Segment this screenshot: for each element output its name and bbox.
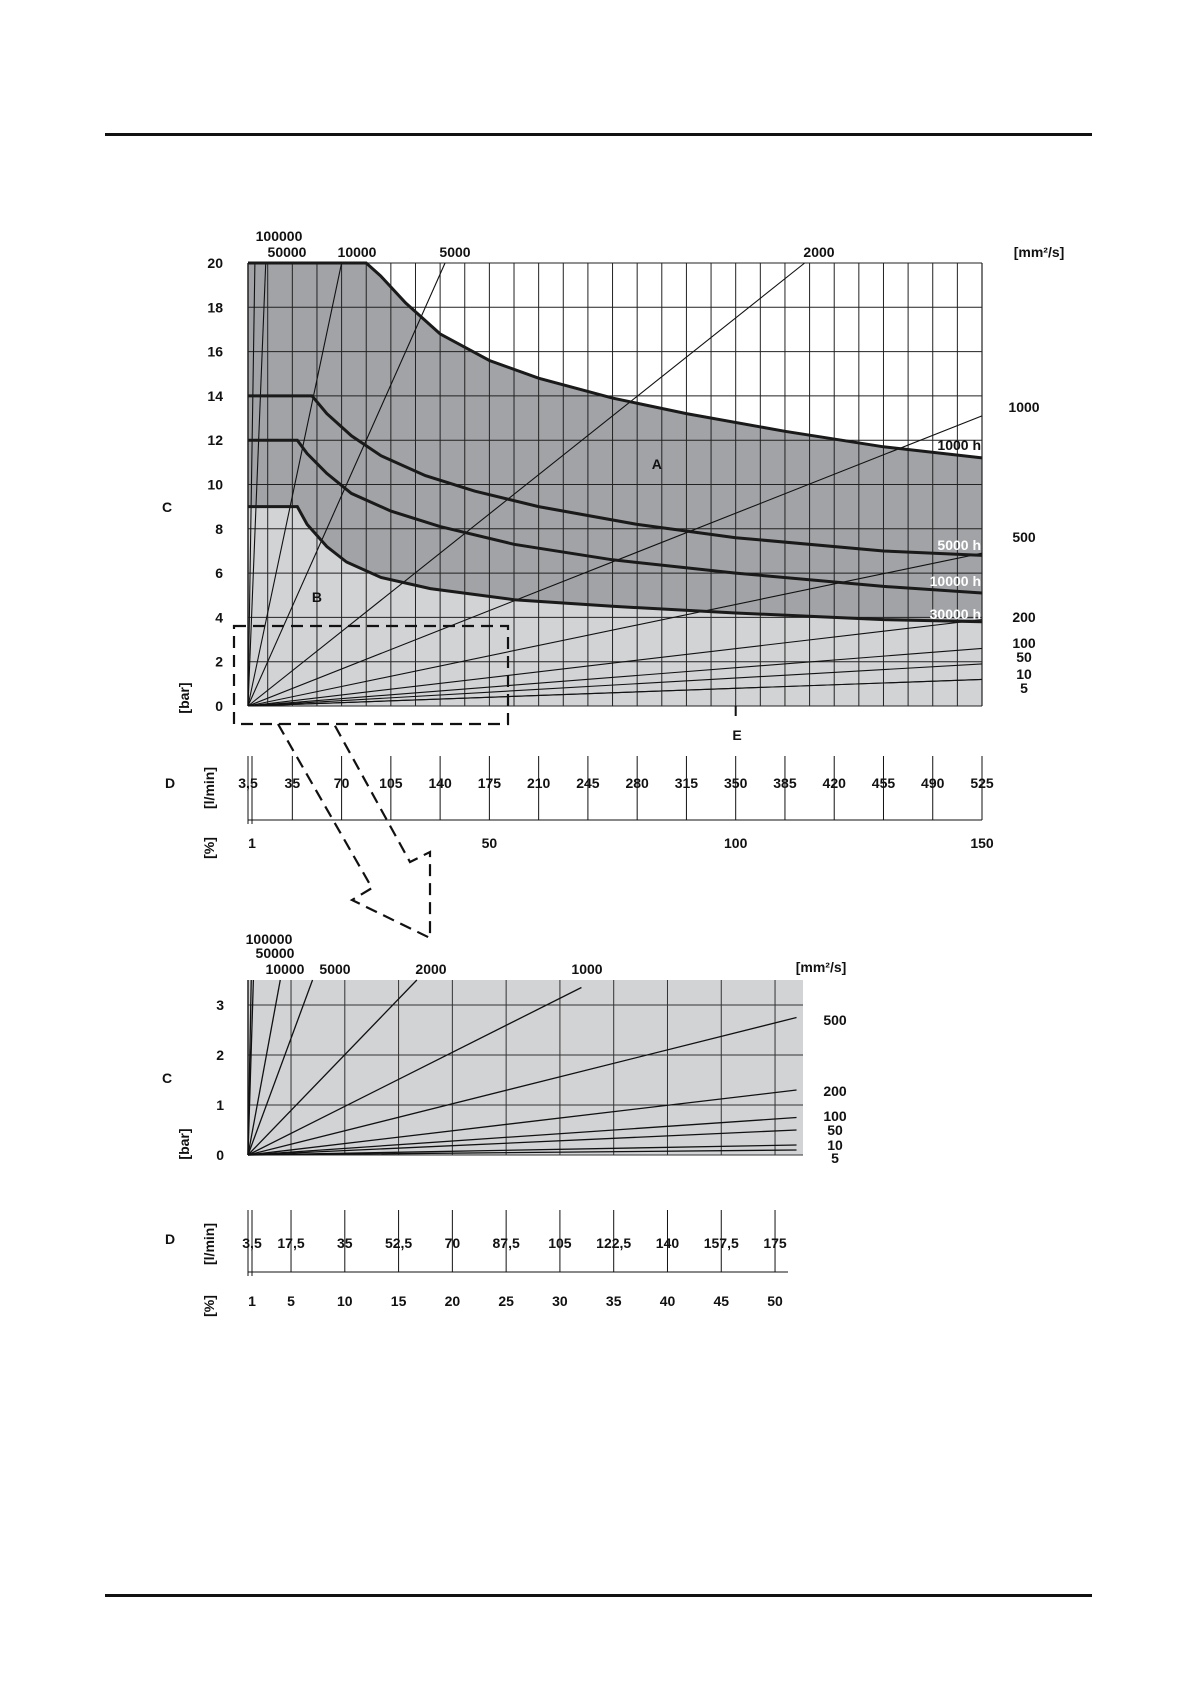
percent-tick-label: 10: [337, 1293, 353, 1309]
viscosity-label-100: 100: [1012, 635, 1036, 651]
viscosity-label-1000: 1000: [1008, 399, 1040, 415]
flow-tick-label: 17,5: [277, 1235, 305, 1251]
flow-unit: [l/min]: [201, 767, 217, 809]
percent-tick-label: 40: [659, 1293, 676, 1309]
detail-chart: [162, 931, 847, 1317]
flow-tick-label: 385: [773, 775, 797, 791]
viscosity-label-50000: 50000: [255, 945, 295, 961]
y-tick-label: 14: [207, 387, 223, 404]
x-axis-letter: E: [732, 727, 742, 743]
percent-tick-label: 25: [498, 1293, 514, 1309]
y-tick-label: 16: [207, 343, 223, 360]
y-tick-label: 18: [207, 299, 223, 316]
viscosity-label-5000: 5000: [439, 244, 471, 260]
percent-tick-label: 100: [724, 835, 748, 851]
y-tick-label: 20: [207, 255, 223, 271]
viscosity-label-100: 100: [823, 1108, 847, 1124]
y-tick-label: 2: [215, 653, 223, 670]
y-axis-unit: [bar]: [176, 682, 192, 714]
y-tick-label: 12: [207, 432, 223, 449]
viscosity-label-100000: 100000: [245, 931, 293, 947]
viscosity-label-2000: 2000: [415, 961, 447, 977]
viscosity-label-50000: 50000: [267, 244, 307, 260]
zoom-arrow: [278, 724, 430, 938]
flow-tick-label: 245: [576, 775, 600, 791]
viscosity-label-1000: 1000: [571, 961, 603, 977]
region-label-B: B: [311, 588, 323, 605]
flow-tick-label: 420: [822, 775, 846, 791]
y-axis-letter: C: [161, 499, 173, 515]
main-chart: [162, 228, 1064, 859]
percent-tick-label: 20: [444, 1293, 461, 1309]
viscosity-label-500: 500: [823, 1012, 847, 1028]
viscosity-unit: [mm²/s]: [1013, 244, 1065, 260]
percent-tick-label: 35: [605, 1293, 622, 1309]
y-tick-label: 6: [215, 565, 223, 582]
flow-tick-label: 175: [477, 775, 502, 791]
percent-tick-label: 1: [248, 1293, 256, 1309]
viscosity-label-50: 50: [827, 1122, 843, 1138]
flow-tick-label: 105: [379, 775, 403, 791]
viscosity-label-10000: 10000: [337, 244, 377, 260]
viscosity-label-2000: 2000: [803, 244, 835, 260]
flow-letter: D: [164, 1231, 176, 1247]
flow-tick-label: 210: [526, 775, 551, 791]
viscosity-label-5: 5: [1020, 680, 1028, 696]
y-tick-label: 10: [207, 476, 223, 493]
flow-tick-label: 87,5: [492, 1235, 520, 1251]
flow-tick-label: 70: [444, 1235, 461, 1251]
y-tick-label: 1: [216, 1097, 224, 1113]
region-label-A: A: [651, 455, 662, 472]
y-tick-label: 0: [216, 1147, 224, 1163]
flow-unit: [l/min]: [201, 1223, 217, 1265]
flow-tick-label: 140: [428, 775, 452, 791]
flow-tick-label: 35: [337, 1235, 353, 1251]
flow-tick-label: 350: [724, 775, 748, 791]
flow-tick-label: 3,5: [238, 775, 258, 791]
percent-tick-label: 50: [481, 835, 498, 851]
flow-tick-label: 35: [284, 775, 301, 791]
percent-tick-label: 50: [767, 1293, 783, 1309]
y-tick-label: 4: [215, 609, 223, 626]
y-tick-label: 3: [216, 997, 224, 1013]
flow-tick-label: 70: [333, 775, 350, 791]
percent-unit: [%]: [201, 1295, 217, 1317]
flow-tick-label: 157,5: [703, 1235, 739, 1251]
flow-tick-label: 525: [970, 775, 994, 791]
viscosity-label-50: 50: [1016, 649, 1032, 665]
percent-tick-label: 1: [248, 835, 256, 851]
percent-tick-label: 150: [970, 835, 994, 851]
flow-tick-label: 280: [625, 775, 649, 791]
detail-fill: [248, 980, 803, 1155]
percent-unit: [%]: [201, 837, 217, 859]
viscosity-label-200: 200: [1012, 609, 1036, 625]
life-label-30000h: 30000 h: [929, 606, 981, 622]
viscosity-label-5000: 5000: [319, 961, 351, 977]
y-tick-label: 8: [215, 520, 223, 537]
viscosity-unit: [mm²/s]: [795, 959, 847, 975]
viscosity-label-10: 10: [827, 1137, 843, 1153]
percent-tick-label: 45: [713, 1293, 730, 1309]
percent-tick-label: 30: [552, 1293, 568, 1309]
flow-tick-label: 315: [674, 775, 699, 791]
flow-tick-label: 3,5: [242, 1235, 262, 1251]
viscosity-label-10: 10: [1016, 666, 1032, 682]
flow-tick-label: 490: [921, 775, 945, 791]
viscosity-label-10000: 10000: [265, 961, 305, 977]
viscosity-label-200: 200: [823, 1083, 847, 1099]
flow-tick-label: 455: [871, 775, 896, 791]
viscosity-label-500: 500: [1012, 529, 1036, 545]
life-label-5000h: 5000 h: [937, 537, 981, 553]
percent-tick-label: 15: [390, 1293, 407, 1309]
life-label-1000h: 1000 h: [937, 437, 981, 453]
y-tick-label: 0: [215, 698, 223, 714]
flow-letter: D: [164, 775, 176, 791]
y-axis-letter: C: [161, 1070, 173, 1086]
y-axis-unit: [bar]: [176, 1128, 192, 1160]
flow-tick-label: 175: [763, 1235, 787, 1251]
flow-tick-label: 122,5: [596, 1235, 632, 1251]
viscosity-label-100000: 100000: [255, 228, 303, 244]
percent-tick-label: 5: [287, 1293, 295, 1309]
viscosity-label-5: 5: [831, 1150, 839, 1166]
flow-tick-label: 140: [655, 1235, 680, 1251]
life-label-10000h: 10000 h: [929, 573, 981, 589]
flow-tick-label: 105: [548, 1235, 572, 1251]
flow-tick-label: 52,5: [384, 1235, 413, 1251]
y-tick-label: 2: [216, 1047, 224, 1063]
